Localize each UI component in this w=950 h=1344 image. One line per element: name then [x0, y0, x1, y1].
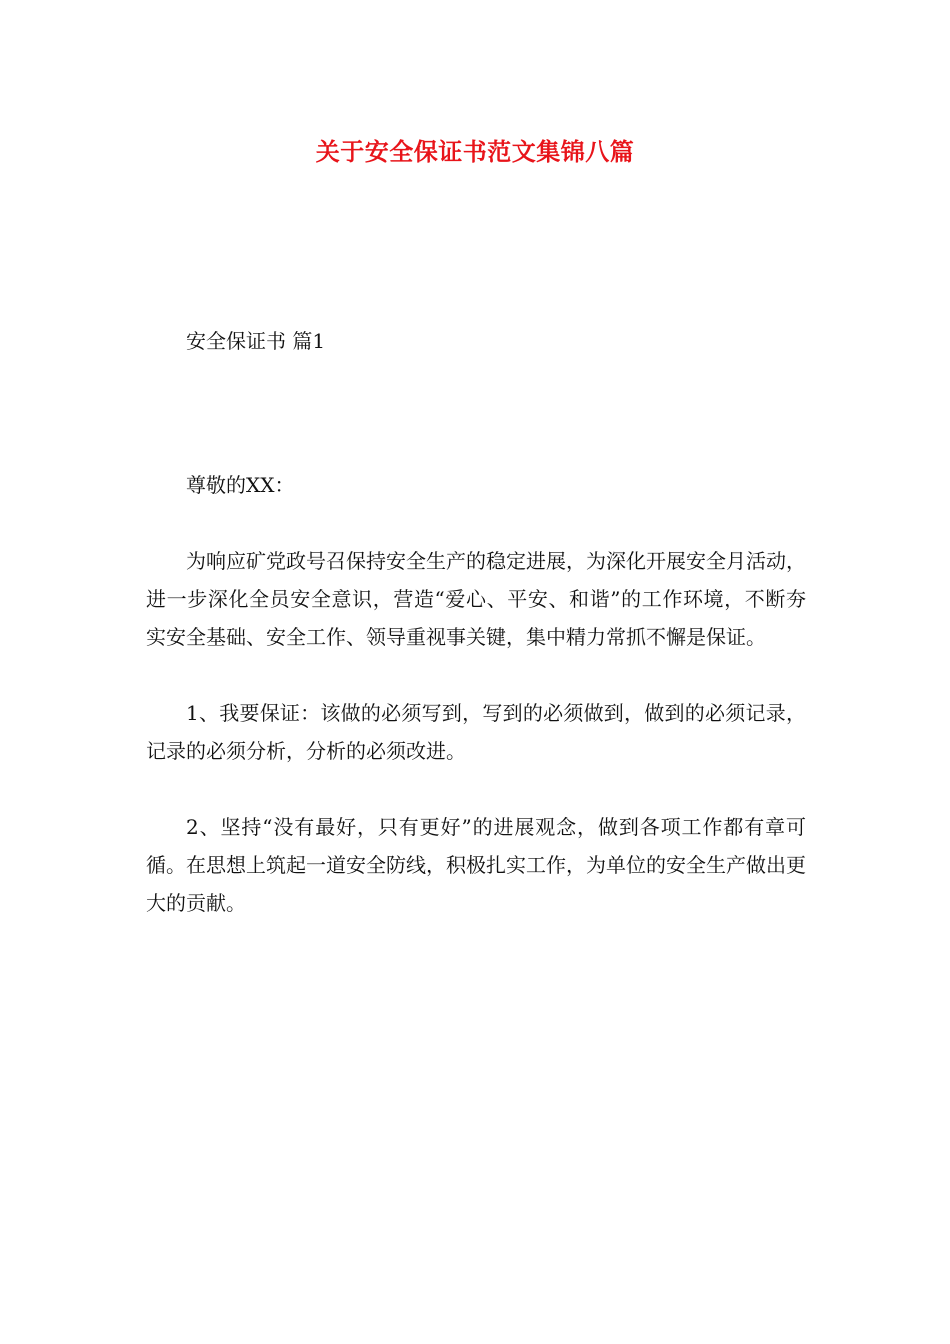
section-heading: 安全保证书 篇1 — [186, 329, 326, 353]
document-body — [146, 322, 806, 960]
paragraph-item-1: 1、我要保证：该做的必须写到，写到的必须做到，做到的必须记录，记录的必须分析，分析的必须改进。 — [146, 701, 806, 763]
greeting: 尊敬的XX： — [186, 473, 295, 497]
paragraph-intro: 为响应矿党政号召保持安全生产的稳定进展，为深化开展安全月活动，进一步深化全员安全意识，营造“爱心、平安、和谐”的工作环境，不断夯实安全基础、安全工作、领导重视事关键，集中精力常抓不懈是保证。 — [146, 549, 806, 649]
paragraph-item-2: 2、坚持“没有最好，只有更好”的进展观念，做到各项工作都有章可循。在思想上筑起一道安全防线，积极扎实工作，为单位的安全生产做出更大的贡献。 — [146, 815, 806, 915]
document-title: 关于安全保证书范文集锦八篇 — [315, 138, 635, 166]
